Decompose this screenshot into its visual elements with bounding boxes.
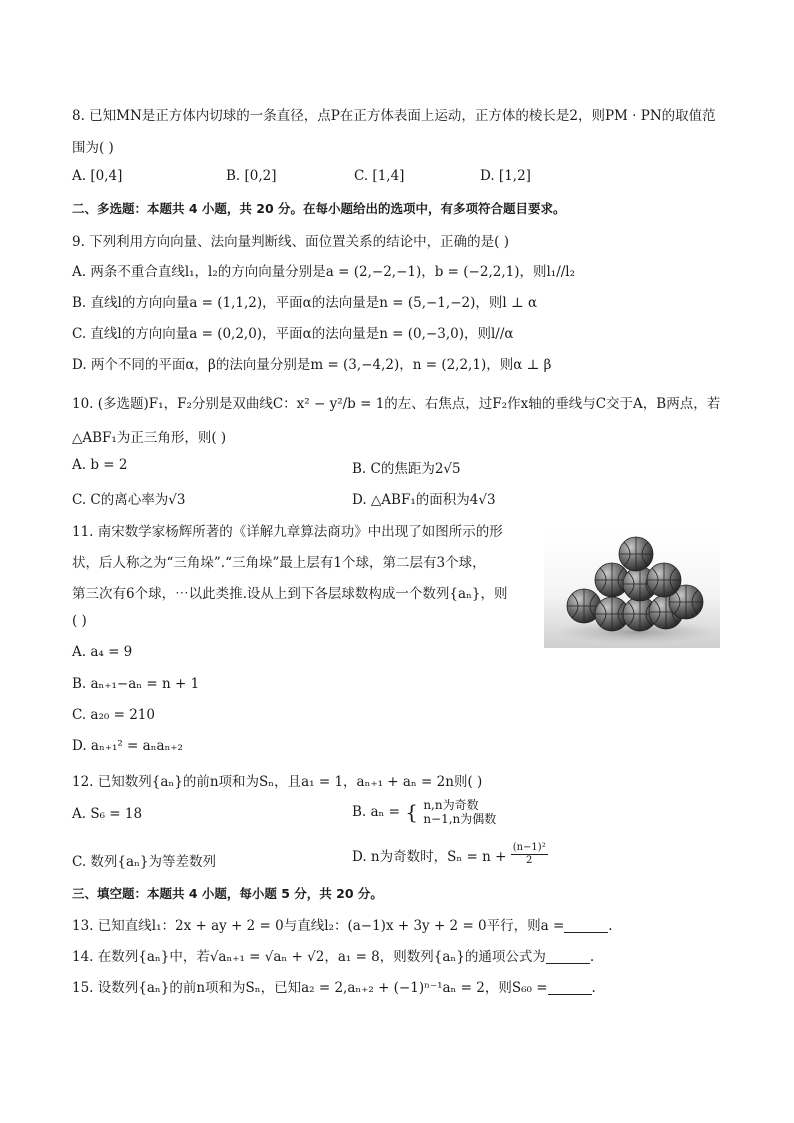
q12-option-d-denominator: 2 bbox=[526, 855, 533, 866]
q11-stem-line3: 第三次有6个球，⋯以此类推.设从上到下各层球数构成一个数列{aₙ}，则 bbox=[72, 586, 508, 602]
q12-option-d-numerator: (n−1)² bbox=[512, 842, 546, 853]
basketball-pile-illustration bbox=[544, 530, 720, 648]
basketball-pile-image bbox=[544, 530, 720, 648]
q8-option-d: D. [1,2] bbox=[480, 168, 531, 184]
q15 bbox=[72, 976, 596, 996]
q14-end: . bbox=[589, 949, 595, 965]
q12-stem: 12. 已知数列{aₙ}的前n项和为Sₙ，且a₁ = 1，aₙ₊₁ + aₙ = 2n则( ) bbox=[72, 774, 483, 790]
q12-option-b-prefix: B. aₙ = bbox=[352, 804, 400, 820]
q13-text: 13. 已知直线l₁：2x + ay + 2 = 0与直线l₂：(a−1)x + 3y + 2 = 0平行，则a = bbox=[72, 918, 565, 934]
q8-option-c: C. [1,4] bbox=[354, 168, 405, 184]
q11-stem-line2: 状，后人称之为“三角垛”.“三角垛”最上层有1个球，第二层有3个球， bbox=[72, 555, 486, 571]
q9-option-c: C. 直线l的方向向量a = (0,2,0)，平面α的法向量是n = (0,−3,0)，则l//α bbox=[72, 326, 514, 342]
q11-option-b: B. aₙ₊₁−aₙ = n + 1 bbox=[72, 676, 200, 692]
q15-text: 15. 设数列{aₙ}的前n项和为Sₙ，已知a₂ = 2,aₙ₊₂ + (−1)ⁿ⁻¹aₙ = 2，则S₆₀ = bbox=[72, 980, 548, 996]
q8-option-b: B. [0,2] bbox=[226, 168, 277, 184]
q14-text: 14. 在数列{aₙ}中，若√aₙ₊₁ = √aₙ + √2，a₁ = 8，则数列{aₙ}的通项公式为 bbox=[72, 949, 546, 965]
q11-stem-line1: 11. 南宋数学家杨辉所著的《详解九章算法商功》中出现了如图所示的形 bbox=[72, 524, 503, 540]
q10-stem-line1: 10. (多选题)F₁，F₂分别是双曲线C：x² − y²/b = 1的左、右焦点，过F₂作x轴的垂线与C交于A，B两点，若 bbox=[72, 396, 721, 412]
q13-answer-blank[interactable] bbox=[564, 918, 608, 933]
q15-answer-blank[interactable] bbox=[548, 980, 592, 995]
q9-option-d: D. 两个不同的平面α，β的法向量分别是m = (3,−4,2)，n = (2,2,1)，则α ⊥ β bbox=[72, 357, 552, 373]
q11-stem-line4: ( ) bbox=[72, 613, 87, 629]
q9-stem: 9. 下列利用方向向量、法向量判断线、面位置关系的结论中，正确的是( ) bbox=[72, 234, 509, 250]
q8-stem-line2: 围为( ) bbox=[72, 140, 114, 156]
q12-option-b-brace: { bbox=[405, 800, 419, 824]
q9-option-b: B. 直线l的方向向量a = (1,1,2)，平面α的法向量是n = (5,−1,−2)，则l ⊥ α bbox=[72, 295, 538, 311]
section-2-heading: 二、多选题：本题共 4 小题，共 20 分。在每小题给出的选项中，有多项符合题目要求。 bbox=[72, 201, 566, 216]
q14-answer-blank[interactable] bbox=[546, 949, 590, 964]
q15-end: . bbox=[591, 980, 596, 996]
q12-option-d-prefix: D. n为奇数时，Sₙ = n + bbox=[352, 848, 507, 865]
q12-option-b-case-odd: n,n为奇数 bbox=[423, 798, 479, 812]
q11-option-c: C. a₂₀ = 210 bbox=[72, 707, 155, 723]
q13 bbox=[72, 914, 613, 934]
q12-option-d bbox=[352, 842, 548, 867]
q10-option-c: C. C的离心率为√3 bbox=[72, 492, 186, 508]
q8-stem-line1: 8. 已知MN是正方体内切球的一条直径，点P在正方体表面上运动，正方体的棱长是2，则PM · PN的取值范 bbox=[72, 108, 716, 124]
q10-stem-line2: △ABF₁为正三角形，则( ) bbox=[72, 430, 227, 446]
q10-option-a: A. b = 2 bbox=[72, 457, 128, 473]
q12-option-b-case-even: n−1,n为偶数 bbox=[423, 812, 497, 826]
q11-option-d: D. aₙ₊₁² = aₙaₙ₊₂ bbox=[72, 738, 183, 754]
q8-option-a: A. [0,4] bbox=[72, 168, 123, 184]
q9-option-a: A. 两条不重合直线l₁，l₂的方向向量分别是a = (2,−2,−1)，b = (−2,2,1)，则l₁//l₂ bbox=[72, 264, 576, 280]
q14 bbox=[72, 945, 594, 965]
q13-end: . bbox=[608, 918, 613, 934]
q12-option-c: C. 数列{aₙ}为等差数列 bbox=[72, 854, 216, 870]
q11-option-a: A. a₄ = 9 bbox=[72, 644, 133, 660]
q10-option-b: B. C的焦距为2√5 bbox=[352, 461, 461, 477]
q12-option-b-cases bbox=[423, 798, 496, 826]
q10-option-d: D. △ABF₁的面积为4√3 bbox=[352, 492, 496, 508]
q12-option-b bbox=[352, 798, 496, 826]
q8-options bbox=[72, 168, 531, 184]
section-3-heading: 三、填空题：本题共 4 小题，每小题 5 分，共 20 分。 bbox=[72, 886, 383, 901]
q12-option-a: A. S₆ = 18 bbox=[72, 806, 143, 822]
q12-option-d-fraction bbox=[511, 842, 548, 867]
